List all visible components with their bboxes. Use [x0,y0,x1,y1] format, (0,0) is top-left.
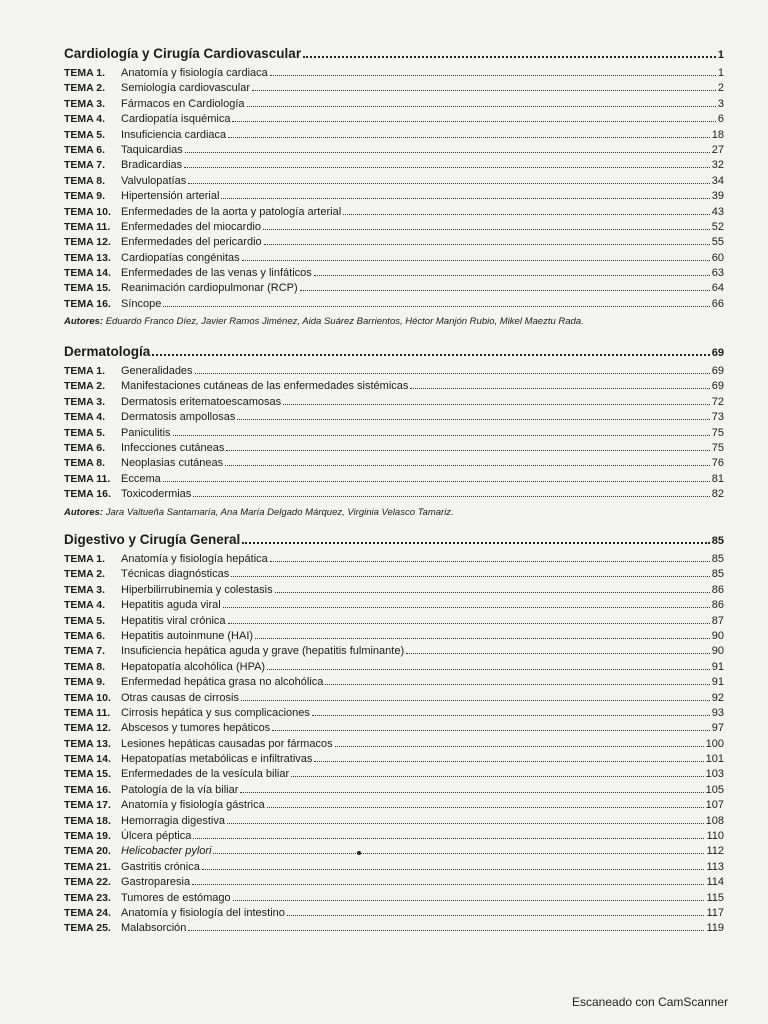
topic-title: Manifestaciones cutáneas de las enfermedades sistémicas [121,380,409,393]
dot-leader [410,388,709,389]
toc-entry[interactable] [64,379,724,394]
toc-entry[interactable] [64,395,724,410]
topic-title: Hiperbilirrubinemia y colestasis [121,583,273,596]
topic-page: 90 [711,645,724,658]
topic-title: Malabsorción [121,922,187,935]
topic-number: TEMA 23. [64,891,111,904]
topic-page: 52 [711,220,724,233]
topic-page: 82 [711,488,724,501]
topic-number: TEMA 12. [64,722,111,735]
topic-title: Semiología cardiovascular [121,82,251,95]
toc-entry[interactable] [64,266,724,281]
toc-entry[interactable] [64,472,724,487]
section-heading[interactable] [64,344,724,362]
dot-leader [406,653,710,654]
dot-leader [227,823,704,824]
topic-title: Otras causas de cirrosis [121,691,239,704]
dot-leader [267,669,710,670]
topic-title: Enfermedades de la aorta y patología arterial [121,205,342,218]
dot-leader [272,730,710,731]
topic-title: Gastroparesia [121,876,191,889]
toc-entry[interactable] [64,297,724,312]
section-page: 69 [711,347,724,359]
topic-page: 115 [706,891,724,904]
topic-number: TEMA 9. [64,190,106,203]
dot-leader [287,915,705,916]
topic-title: Enfermedad hepática grasa no alcohólica [121,676,324,689]
topic-number: TEMA 11. [64,220,111,233]
topic-number: TEMA 14. [64,267,111,280]
topic-page: 92 [711,691,724,704]
topic-page: 97 [711,722,724,735]
topic-number: TEMA 2. [64,568,106,581]
dot-leader [237,419,709,420]
dot-leader [163,306,709,307]
topic-number: TEMA 24. [64,906,111,919]
scan-speck [357,851,361,855]
topic-title: Hepatitis autoinmune (HAI) [121,629,254,642]
toc-entry[interactable] [64,906,724,921]
dot-leader [202,869,705,870]
toc-entry[interactable] [64,456,724,471]
dot-leader [291,776,703,777]
toc-entry[interactable] [64,251,724,266]
topic-title: Taquicardias [121,143,183,156]
topic-page: 91 [711,660,724,673]
topic-page: 73 [711,411,724,424]
toc-section [64,46,724,327]
topic-number: TEMA 1. [64,67,106,79]
topic-page: 107 [705,799,724,812]
toc-entry[interactable] [64,891,724,906]
topic-page: 91 [711,676,724,689]
dot-leader [267,807,704,808]
topic-page: 76 [711,457,724,470]
topic-title: Hemorragia digestiva [121,814,225,827]
topic-page: 55 [711,236,724,249]
toc-entry[interactable] [64,441,724,456]
dot-leader [231,576,710,577]
dot-leader [255,638,710,639]
topic-page: 64 [711,282,724,295]
topic-title: Úlcera péptica [121,830,192,843]
topic-page: 110 [706,830,724,843]
dot-leader [314,761,703,762]
dot-leader [300,290,710,291]
toc-entry[interactable] [64,921,724,936]
topic-number: TEMA 3. [64,583,106,596]
topic-title: Anatomía y fisiología cardiaca [121,67,268,79]
dot-leader [226,450,709,451]
dot-leader [270,75,716,76]
dot-leader [232,121,715,122]
toc-entry[interactable] [64,583,724,598]
topic-number: TEMA 13. [64,737,111,750]
topic-title: Eccema [121,472,161,485]
dot-leader [242,260,710,261]
topic-title: Anatomía y fisiología hepática [121,553,268,565]
topic-page: 113 [706,860,724,873]
topic-page: 85 [711,568,724,581]
dot-leader [188,930,704,931]
topic-number: TEMA 2. [64,82,106,95]
toc-entry[interactable] [64,364,724,379]
dot-leader [275,592,710,593]
toc-entry[interactable] [64,660,724,675]
topic-number: TEMA 8. [64,174,106,187]
topic-title: Reanimación cardiopulmonar (RCP) [121,282,298,295]
dot-leader [247,106,716,107]
topic-list [64,66,724,312]
dot-leader [228,623,710,624]
dot-leader [325,684,709,685]
toc-entry[interactable] [64,614,724,629]
topic-page: 87 [711,614,724,627]
topic-page: 43 [711,205,724,218]
topic-title: Infecciones cutáneas [121,441,225,454]
topic-title: Hepatitis viral crónica [121,614,226,627]
toc-entry[interactable] [64,675,724,690]
toc-entry[interactable] [64,205,724,220]
camscanner-watermark: Escaneado con CamScanner [572,995,729,1009]
topic-number: TEMA 5. [64,426,106,439]
authors-line [64,316,724,327]
topic-page: 39 [711,190,724,203]
authors-label: Autores: [64,316,104,328]
topic-list [64,364,724,503]
dot-leader [221,198,709,199]
topic-title: Valvulopatías [121,174,187,187]
topic-number: TEMA 3. [64,97,106,110]
topic-page: 93 [711,706,724,719]
topic-number: TEMA 11. [64,472,111,485]
topic-number: TEMA 6. [64,629,106,642]
topic-number: TEMA 25. [64,922,111,935]
toc-entry[interactable] [64,721,724,736]
topic-page: 75 [711,441,724,454]
topic-number: TEMA 10. [64,691,111,704]
topic-page: 18 [711,128,724,141]
section-title: Digestivo y Cirugía General [64,532,241,547]
dot-leader [312,715,710,716]
topic-title: Hepatopatía alcohólica (HPA) [121,660,266,673]
topic-number: TEMA 16. [64,488,111,501]
toc-section [64,532,724,937]
toc-entry[interactable] [64,567,724,582]
topic-title: Enfermedades de la vesícula biliar [121,768,290,781]
topic-page: 108 [705,814,724,827]
topic-page: 112 [706,845,724,858]
topic-number: TEMA 18. [64,814,111,827]
toc-entry[interactable] [64,691,724,706]
toc-entry[interactable] [64,598,724,613]
topic-page: 6 [717,113,724,126]
toc-entry[interactable] [64,737,724,752]
topic-page: 72 [711,395,724,408]
topic-title: Síncope [121,297,162,310]
toc-entry[interactable] [64,426,724,441]
topic-title: Dermatosis ampollosas [121,411,236,424]
topic-title: Insuficiencia cardiaca [121,128,227,141]
topic-number: TEMA 15. [64,282,111,295]
topic-title: Enfermedades del miocardio [121,220,262,233]
topic-number: TEMA 7. [64,159,106,172]
authors-names: Jara Valtueña Santamaría, Ana María Delgado Márquez, Virginia Velasco Tamariz. [105,506,454,518]
topic-title: Hepatitis aguda viral [121,599,221,612]
topic-title: Patología de la vía biliar [121,783,239,796]
dot-leader [228,137,710,138]
toc-entry[interactable] [64,552,724,567]
toc-entry[interactable] [64,143,724,158]
topic-number: TEMA 11. [64,706,111,719]
toc-entry[interactable] [64,112,724,127]
topic-page: 69 [711,380,724,393]
dot-leader [152,354,709,356]
topic-title: Dermatosis eritematoescamosas [121,395,282,408]
dot-leader [233,900,705,901]
topic-title: Cirrosis hepática y sus complicaciones [121,706,310,719]
authors-line [64,507,724,518]
toc-entry[interactable] [64,875,724,890]
topic-page: 3 [717,97,724,110]
topic-title: Lesiones hepáticas causadas por fármacos [121,737,333,750]
topic-number: TEMA 2. [64,380,106,393]
toc-entry[interactable] [64,860,724,875]
toc-entry[interactable] [64,629,724,644]
dot-leader [173,435,710,436]
topic-list [64,552,724,937]
topic-number: TEMA 6. [64,441,106,454]
section-heading[interactable] [64,532,724,550]
dot-leader [184,167,710,168]
topic-number: TEMA 7. [64,645,106,658]
dot-leader [163,481,710,482]
topic-number: TEMA 4. [64,599,106,612]
toc-entry[interactable] [64,235,724,250]
dot-leader [270,561,710,562]
topic-page: 90 [711,629,724,642]
topic-title: Abscesos y tumores hepáticos [121,722,271,735]
topic-title: Paniculitis [121,426,171,439]
topic-number: TEMA 8. [64,457,106,470]
dot-leader [303,56,716,58]
topic-number: TEMA 13. [64,251,111,264]
authors-names: Eduardo Franco Díez, Javier Ramos Jiménez, Aida Suárez Barrientos, Héctor Manjón Rubio, Mikel Maeztu Rada. [105,316,584,328]
toc-entry[interactable] [64,706,724,721]
toc-entry[interactable] [64,174,724,189]
toc-section [64,344,724,518]
topic-number: TEMA 16. [64,297,111,310]
toc-entry[interactable] [64,767,724,782]
topic-title: Anatomía y fisiología del intestino [121,906,285,919]
topic-title: Bradicardias [121,159,183,172]
dot-leader [252,90,716,91]
dot-leader [185,152,710,153]
topic-number: TEMA 5. [64,614,106,627]
toc-entry[interactable] [64,66,724,81]
toc-entry[interactable] [64,752,724,767]
dot-leader [193,496,709,497]
section-title: Cardiología y Cirugía Cardiovascular [64,46,302,61]
dot-leader [192,884,704,885]
topic-number: TEMA 20. [64,845,111,858]
toc-entry[interactable] [64,281,724,296]
section-page: 1 [717,49,724,61]
topic-number: TEMA 6. [64,143,106,156]
dot-leader [335,746,704,747]
topic-page: 86 [711,599,724,612]
topic-title: Tumores de estómago [121,891,231,904]
topic-number: TEMA 9. [64,676,106,689]
topic-title: Hepatopatías metabólicas e infiltrativas [121,753,313,766]
topic-title: Fármacos en Cardiología [121,97,245,110]
topic-number: TEMA 4. [64,411,106,424]
toc-entry[interactable] [64,220,724,235]
dot-leader [314,275,710,276]
topic-number: TEMA 22. [64,876,111,889]
topic-title: Helicobacter pylori [121,845,212,858]
topic-page: 63 [711,267,724,280]
dot-leader [264,244,710,245]
topic-page: 27 [711,143,724,156]
dot-leader [240,792,703,793]
topic-title: Toxicodermias [121,488,192,501]
topic-page: 114 [706,876,724,889]
topic-title: Anatomía y fisiología gástrica [121,799,265,812]
topic-page: 85 [711,553,724,565]
toc-entry[interactable] [64,81,724,96]
topic-page: 75 [711,426,724,439]
topic-title: Gastritis crónica [121,860,200,873]
topic-title: Insuficiencia hepática aguda y grave (hepatitis fulminante) [121,645,405,658]
topic-number: TEMA 19. [64,830,111,843]
topic-page: 119 [706,922,724,935]
topic-page: 86 [711,583,724,596]
topic-title: Enfermedades del pericardio [121,236,262,249]
section-title: Dermatología [64,344,151,359]
topic-number: TEMA 21. [64,860,111,873]
toc-entry[interactable] [64,158,724,173]
topic-title: Cardiopatías congénitas [121,251,240,264]
toc-entry[interactable] [64,814,724,829]
dot-leader [193,838,704,839]
topic-page: 32 [711,159,724,172]
topic-title: Cardiopatía isquémica [121,113,231,126]
toc-entry[interactable] [64,644,724,659]
topic-number: TEMA 12. [64,236,111,249]
topic-number: TEMA 1. [64,365,106,377]
toc-entry[interactable] [64,783,724,798]
dot-leader [283,404,710,405]
topic-page: 69 [711,365,724,377]
section-heading[interactable] [64,46,724,64]
topic-number: TEMA 15. [64,768,111,781]
topic-number: TEMA 4. [64,113,106,126]
dot-leader [241,700,710,701]
dot-leader [263,229,710,230]
dot-leader [223,607,710,608]
topic-number: TEMA 17. [64,799,111,812]
toc-entry[interactable] [64,410,724,425]
topic-number: TEMA 8. [64,660,106,673]
topic-number: TEMA 14. [64,753,111,766]
topic-page: 101 [705,753,724,766]
topic-page: 103 [705,768,724,781]
toc-entry[interactable] [64,487,724,502]
toc-entry[interactable] [64,844,724,859]
topic-title: Hipertensión arterial [121,190,220,203]
topic-number: TEMA 3. [64,395,106,408]
toc-entry[interactable] [64,798,724,813]
topic-title: Neoplasias cutáneas [121,457,224,470]
dot-leader [343,214,710,215]
topic-page: 34 [711,174,724,187]
topic-page: 2 [717,82,724,95]
topic-page: 117 [706,906,724,919]
authors-label: Autores: [64,506,104,518]
topic-number: TEMA 1. [64,553,106,565]
topic-title: Técnicas diagnósticas [121,568,230,581]
dot-leader [188,183,710,184]
topic-page: 81 [711,472,724,485]
dot-leader [225,465,710,466]
topic-number: TEMA 10. [64,205,111,218]
dot-leader [213,853,704,854]
toc-entry[interactable] [64,128,724,143]
topic-page: 105 [705,783,724,796]
topic-page: 1 [717,67,724,79]
section-page: 85 [711,535,724,547]
dot-leader [242,542,709,544]
topic-page: 66 [711,297,724,310]
topic-title: Enfermedades de las venas y linfáticos [121,267,312,280]
dot-leader [195,373,710,374]
topic-number: TEMA 5. [64,128,106,141]
topic-page: 100 [705,737,724,750]
toc-entry[interactable] [64,97,724,112]
topic-title: Generalidades [121,365,193,377]
topic-page: 60 [711,251,724,264]
toc-entry[interactable] [64,829,724,844]
topic-number: TEMA 16. [64,783,111,796]
toc-entry[interactable] [64,189,724,204]
